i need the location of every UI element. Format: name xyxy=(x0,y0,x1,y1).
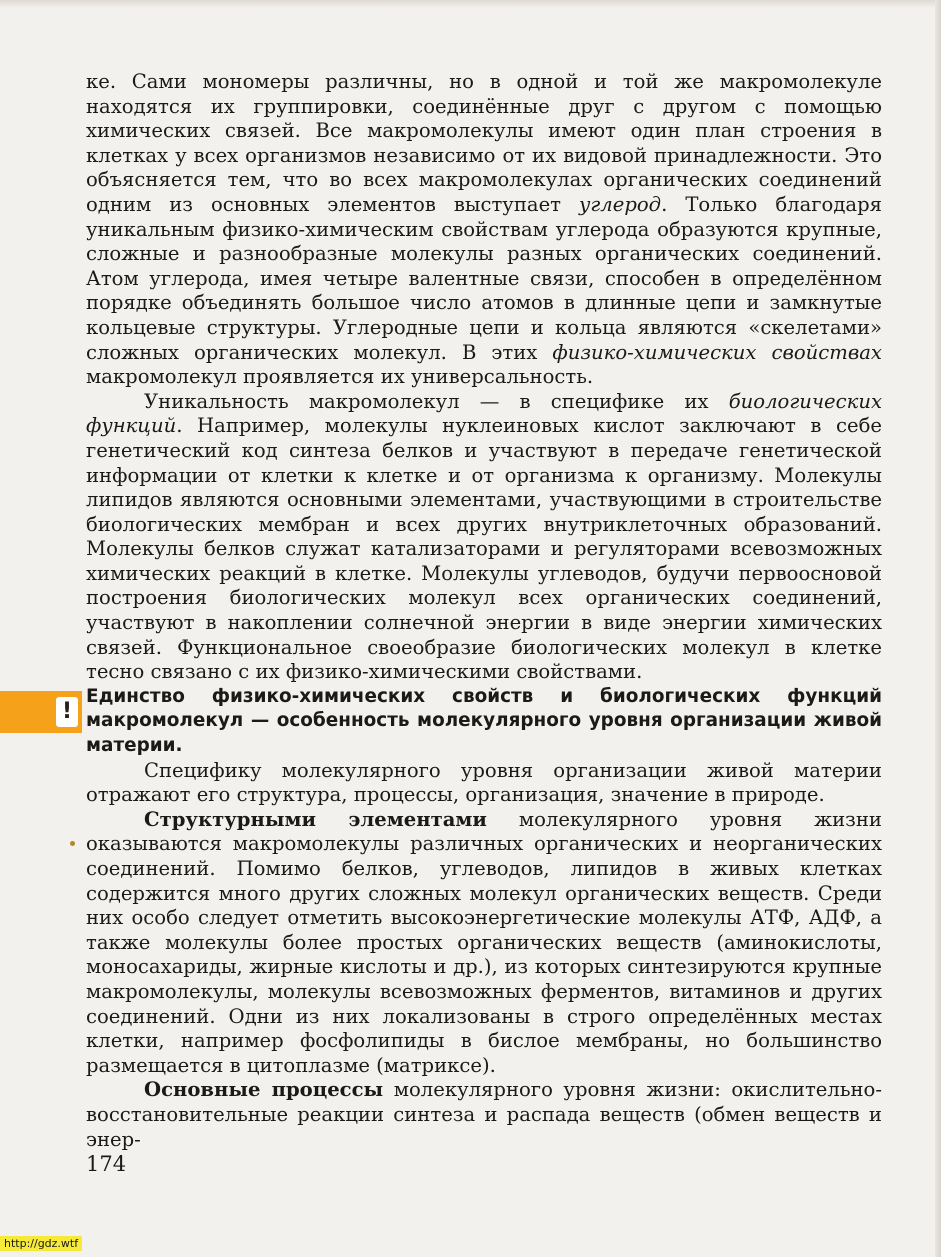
margin-dot xyxy=(70,841,75,846)
exclamation-icon: ! xyxy=(56,697,78,727)
paragraph-4: Структурными элементами молекулярного уровня жизни оказываются макромолекулы различных органических и неорганических соединений. Помимо белков, углеводов, липидов в живых клетках содержится много других сложных молекул органических веществ. Среди них особо следует отметить высокоэнергетические молекулы АТФ, АДФ, а также молекулы более простых органических веществ (аминокислоты, моносахариды, жирные кислоты и др.), из которых синтезируются крупные макромолекулы, молекулы всевозможных ферментов, витаминов и других соединений. Одни из них локализованы в строго определённых местах клетки, например фосфолипиды в бислое мембраны, но большинство размещается в цитоплазме (матриксе). xyxy=(86,807,882,1077)
page-top-shadow xyxy=(0,0,941,8)
key-statement: Единство физико-химических свойств и биологических функций макромолекул — особенность молекулярного уровня организации живой материи. xyxy=(86,685,882,757)
watermark-link[interactable]: http://gdz.wtf xyxy=(0,1236,82,1251)
page-body xyxy=(86,70,882,1152)
paragraph-2: Уникальность макромолекул — в специфике их биологических функций. Например, молекулы нуклеиновых кислот заключают в себе генетический код синтеза белков и участвуют в передаче генетической информации от клетки к клетке и от организма к организму. Молекулы липидов являются основными элементами, участвующими в строительстве биологических мембран и всех других внутриклеточных образований. Молекулы белков служат катализаторами и регуляторами всевозможных химических реакций в клетке. Молекулы углеводов, будучи первоосновой построения биологических молекул всех органических соединений, участвуют в накоплении солнечной энергии в виде энергии химических связей. Функциональное своеобразие биологических молекул в клетке тесно связано с их физико-химическими свойствами. xyxy=(86,389,882,684)
page-edge xyxy=(935,0,941,1257)
page-number: 174 xyxy=(86,1152,127,1176)
paragraph-5: Основные процессы молекулярного уровня жизни: окислительно-восстановительные реакции синтеза и распада веществ (обмен веществ и энер- xyxy=(86,1078,882,1151)
paragraph-1: ке. Сами мономеры различны, но в одной и той же макромолекуле находятся их группировки, соединённые друг с другом с помощью химических связей. Все макромолекулы имеют один план строения в клетках у всех организмов независимо от их видовой принадлежности. Это объясняется тем, что во всех макромолекулах органических соединений одним из основных элементов выступает углерод. Только благодаря уникальным физико-химическим свойствам углерода образуются крупные, сложные и разнообразные молекулы разных органических соединений. Атом углерода, имея четыре валентные связи, способен в определённом порядке объединять большое число атомов в длинные цепи и замкнутые кольцевые структуры. Углеродные цепи и кольца являются «скелетами» сложных органических молекул. В этих физико-химических свойствах макромолекул проявляется их универсальность. xyxy=(86,70,882,389)
paragraph-3: Специфику молекулярного уровня организации живой материи отражают его структура, процессы, организация, значение в природе. xyxy=(86,758,882,807)
